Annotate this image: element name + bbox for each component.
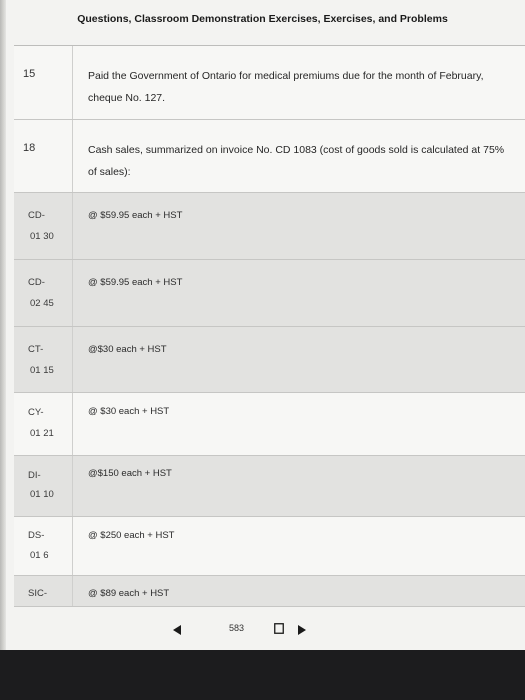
unit-price: @ $250 each + HST — [88, 530, 175, 541]
product-quantity: 01 30 — [30, 231, 54, 242]
product-code: CD- — [28, 277, 45, 288]
column-divider — [72, 517, 73, 575]
table-row — [14, 193, 525, 260]
column-divider — [72, 393, 73, 455]
previous-page-icon[interactable] — [173, 625, 181, 635]
column-divider — [72, 260, 73, 326]
column-divider — [72, 456, 73, 516]
date-cell: 18 — [23, 142, 36, 154]
unit-price: @ $89 each + HST — [88, 588, 170, 599]
column-divider — [72, 576, 73, 606]
product-quantity: 01 10 — [30, 489, 54, 500]
table-row — [14, 576, 525, 607]
column-divider — [72, 327, 73, 392]
column-divider — [72, 120, 73, 192]
table-row — [14, 456, 525, 517]
unit-price: @$150 each + HST — [88, 468, 172, 479]
page-number: 583 — [229, 623, 245, 633]
unit-price: @$30 each + HST — [88, 344, 167, 355]
product-code: CT- — [28, 344, 44, 355]
unit-price: @ $59.95 each + HST — [88, 210, 183, 221]
column-divider — [72, 46, 73, 119]
product-code: CD- — [28, 210, 45, 221]
table-row — [14, 46, 525, 120]
product-code: CY- — [28, 407, 44, 418]
table-row — [14, 393, 525, 456]
reader-footer — [0, 615, 525, 645]
description-cell: Cash sales, summarized on invoice No. CD 1083 (cost of goods sold is calculated at 75% of sales): — [88, 144, 505, 178]
product-quantity: 01 15 — [30, 365, 54, 376]
transactions-table — [14, 45, 525, 606]
page-header: Questions, Classroom Demonstration Exercises, Exercises, and Problems — [77, 13, 448, 25]
table-row — [14, 327, 525, 393]
product-quantity: 01 21 — [30, 428, 54, 439]
table-row — [14, 120, 525, 193]
unit-price: @ $30 each + HST — [88, 406, 170, 417]
table-row — [14, 260, 525, 327]
bookmark-icon[interactable] — [274, 623, 284, 634]
product-code: DI- — [28, 470, 41, 481]
description-cell: Paid the Government of Ontario for medical premiums due for the month of February, cheque No. 127. — [88, 70, 484, 104]
next-page-icon[interactable] — [298, 625, 306, 635]
table-row — [14, 517, 525, 576]
date-cell: 15 — [23, 68, 36, 80]
product-quantity: 02 45 — [30, 298, 54, 309]
unit-price: @ $59.95 each + HST — [88, 277, 183, 288]
column-divider — [72, 193, 73, 259]
page-edge — [0, 0, 6, 650]
product-quantity: 01 6 — [30, 550, 49, 561]
product-code: SIC- — [28, 588, 47, 599]
product-code: DS- — [28, 530, 45, 541]
